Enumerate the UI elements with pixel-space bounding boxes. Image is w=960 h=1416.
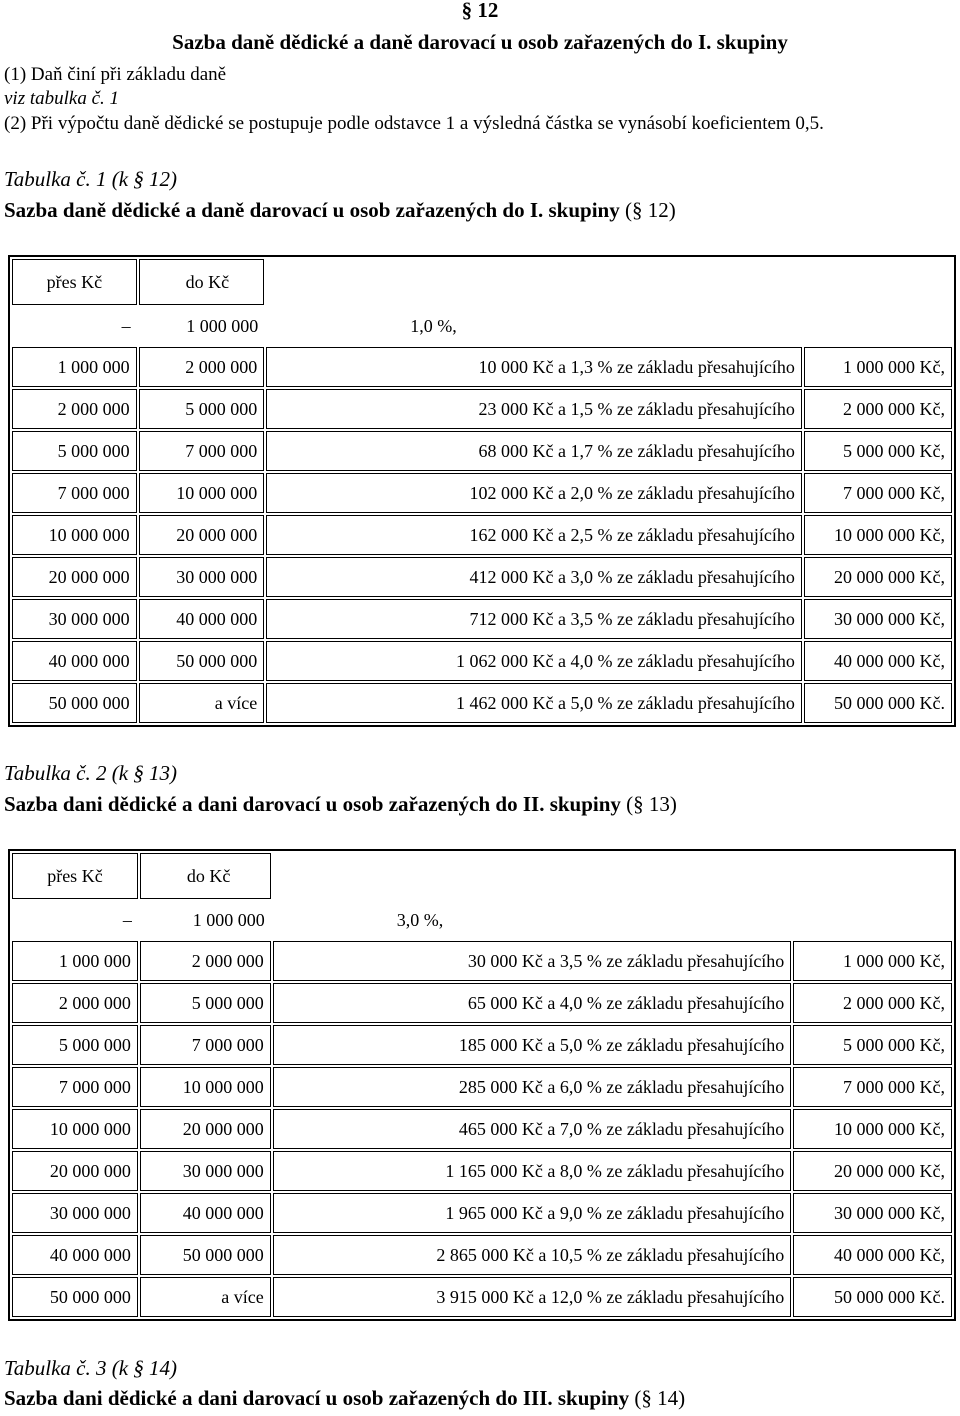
table-header-row xyxy=(12,853,952,899)
section-title: Sazba daně dědické a daně darovací u osob zařazených do I. skupiny xyxy=(172,30,788,54)
cell-rate: 68 000 Kč a 1,7 % ze základu přesahujícího xyxy=(266,431,802,471)
cell-rate: 23 000 Kč a 1,5 % ze základu přesahujícího xyxy=(266,389,802,429)
cell-rate: 162 000 Kč a 2,5 % ze základu přesahujícího xyxy=(266,515,802,555)
cell-from: 10 000 000 xyxy=(12,1109,138,1149)
cell-from: 2 000 000 xyxy=(12,389,137,429)
table-row xyxy=(12,557,952,597)
cell-over: 7 000 000 Kč, xyxy=(804,473,952,513)
cell-over: 1 000 000 Kč, xyxy=(793,941,952,981)
cell-rate: 465 000 Kč a 7,0 % ze základu přesahujícího xyxy=(273,1109,792,1149)
table-row xyxy=(12,431,952,471)
table1-label: Tabulka č. 1 (k § 12) xyxy=(4,167,178,191)
cell-from: 1 000 000 xyxy=(12,347,137,387)
cell-rate: 1 165 000 Kč a 8,0 % ze základu přesahujícího xyxy=(273,1151,792,1191)
cell-rate: 712 000 Kč a 3,5 % ze základu přesahujícího xyxy=(266,599,802,639)
table-row xyxy=(12,683,952,723)
cell-over: 50 000 000 Kč. xyxy=(793,1277,952,1317)
table-row xyxy=(12,307,952,345)
cell-over xyxy=(804,307,952,345)
table-row xyxy=(12,1235,952,1275)
cell-over: 40 000 000 Kč, xyxy=(804,641,952,681)
cell-to: 50 000 000 xyxy=(140,1235,271,1275)
table1-title-ref: (§ 12) xyxy=(619,198,676,222)
cell-to: 10 000 000 xyxy=(139,473,265,513)
tax-rate-table-1 xyxy=(8,255,956,727)
table-row xyxy=(12,1025,952,1065)
table-row xyxy=(12,1151,952,1191)
cell-over: 7 000 000 Kč, xyxy=(793,1067,952,1107)
cell-from: 20 000 000 xyxy=(12,1151,138,1191)
cell-to: 50 000 000 xyxy=(139,641,265,681)
cell-to: 30 000 000 xyxy=(139,557,265,597)
cell-rate: 1 965 000 Kč a 9,0 % ze základu přesahujícího xyxy=(273,1193,792,1233)
header-from: přes Kč xyxy=(12,853,138,899)
table-row xyxy=(12,941,952,981)
paragraph-1-reference: viz tabulka č. 1 xyxy=(4,88,120,109)
cell-to: 5 000 000 xyxy=(139,389,265,429)
table-row xyxy=(12,1109,952,1149)
cell-to: 2 000 000 xyxy=(139,347,265,387)
table-row xyxy=(12,515,952,555)
cell-from: 30 000 000 xyxy=(12,599,137,639)
table2-title xyxy=(4,790,677,818)
cell-to: 20 000 000 xyxy=(140,1109,271,1149)
header-from: přes Kč xyxy=(12,259,137,305)
table-row xyxy=(12,901,952,939)
cell-to: 1 000 000 xyxy=(186,315,259,336)
tax-rate-table-2 xyxy=(8,849,956,1321)
cell-from: – xyxy=(122,909,132,930)
cell-to: 7 000 000 xyxy=(139,431,265,471)
cell-over: 50 000 000 Kč. xyxy=(804,683,952,723)
cell-to: 20 000 000 xyxy=(139,515,265,555)
table3-title xyxy=(4,1384,685,1412)
cell-to: 40 000 000 xyxy=(139,599,265,639)
cell-to: 5 000 000 xyxy=(140,983,271,1023)
table-row xyxy=(12,983,952,1023)
cell-from: 7 000 000 xyxy=(12,1067,138,1107)
table3-label: Tabulka č. 3 (k § 14) xyxy=(4,1356,178,1380)
table-row xyxy=(12,389,952,429)
cell-from: – xyxy=(121,315,131,336)
table-row xyxy=(12,1193,952,1233)
cell-rate: 412 000 Kč a 3,0 % ze základu přesahujícího xyxy=(266,557,802,597)
table-row xyxy=(12,641,952,681)
cell-to: 1 000 000 xyxy=(192,909,265,930)
table-row xyxy=(12,1067,952,1107)
cell-to: 40 000 000 xyxy=(140,1193,271,1233)
cell-to: 7 000 000 xyxy=(140,1025,271,1065)
cell-from: 40 000 000 xyxy=(12,1235,138,1275)
cell-over: 20 000 000 Kč, xyxy=(793,1151,952,1191)
cell-over: 5 000 000 Kč, xyxy=(793,1025,952,1065)
table2-title-bold: Sazba dani dědické a dani darovací u osob zařazených do II. skupiny xyxy=(4,792,621,816)
cell-rate: 285 000 Kč a 6,0 % ze základu přesahujícího xyxy=(273,1067,792,1107)
cell-from: 50 000 000 xyxy=(12,683,137,723)
cell-to: a více xyxy=(139,683,265,723)
header-to: do Kč xyxy=(140,853,271,899)
cell-rate: 65 000 Kč a 4,0 % ze základu přesahujícího xyxy=(273,983,792,1023)
cell-over: 40 000 000 Kč, xyxy=(793,1235,952,1275)
cell-from: 40 000 000 xyxy=(12,641,137,681)
cell-from: 50 000 000 xyxy=(12,1277,138,1317)
cell-rate: 1,0 %, xyxy=(410,315,457,336)
table-row xyxy=(12,473,952,513)
section-number: § 12 xyxy=(461,0,499,22)
table2-label: Tabulka č. 2 (k § 13) xyxy=(4,761,178,785)
table2-title-ref: (§ 13) xyxy=(620,792,677,816)
cell-from: 30 000 000 xyxy=(12,1193,138,1233)
cell-from: 7 000 000 xyxy=(12,473,137,513)
header-to: do Kč xyxy=(139,259,265,305)
cell-over xyxy=(793,901,952,939)
header-empty xyxy=(266,259,952,305)
cell-rate: 1 062 000 Kč a 4,0 % ze základu přesahujícího xyxy=(266,641,802,681)
table-row xyxy=(12,347,952,387)
cell-rate: 102 000 Kč a 2,0 % ze základu přesahujícího xyxy=(266,473,802,513)
cell-from: 1 000 000 xyxy=(12,941,138,981)
cell-over: 30 000 000 Kč, xyxy=(793,1193,952,1233)
cell-over: 2 000 000 Kč, xyxy=(804,389,952,429)
cell-over: 5 000 000 Kč, xyxy=(804,431,952,471)
cell-from: 20 000 000 xyxy=(12,557,137,597)
cell-to: 2 000 000 xyxy=(140,941,271,981)
table-header-row xyxy=(12,259,952,305)
cell-from: 5 000 000 xyxy=(12,1025,138,1065)
table-row xyxy=(12,599,952,639)
cell-rate: 30 000 Kč a 3,5 % ze základu přesahujícího xyxy=(273,941,792,981)
cell-from: 10 000 000 xyxy=(12,515,137,555)
paragraph-2: (2) Při výpočtu daně dědické se postupuje podle odstavce 1 a výsledná částka se vynásobí koeficientem 0,5. xyxy=(4,113,824,134)
cell-to: a více xyxy=(140,1277,271,1317)
cell-rate: 185 000 Kč a 5,0 % ze základu přesahujícího xyxy=(273,1025,792,1065)
cell-rate: 1 462 000 Kč a 5,0 % ze základu přesahujícího xyxy=(266,683,802,723)
header-empty xyxy=(273,853,952,899)
cell-rate: 2 865 000 Kč a 10,5 % ze základu přesahujícího xyxy=(273,1235,792,1275)
cell-from: 2 000 000 xyxy=(12,983,138,1023)
paragraph-1: (1) Daň činí při základu daně xyxy=(4,64,227,85)
cell-to: 10 000 000 xyxy=(140,1067,271,1107)
cell-to: 30 000 000 xyxy=(140,1151,271,1191)
table1-title xyxy=(4,196,676,224)
cell-rate: 10 000 Kč a 1,3 % ze základu přesahujícího xyxy=(266,347,802,387)
cell-from: 5 000 000 xyxy=(12,431,137,471)
cell-over: 10 000 000 Kč, xyxy=(804,515,952,555)
cell-over: 10 000 000 Kč, xyxy=(793,1109,952,1149)
cell-over: 30 000 000 Kč, xyxy=(804,599,952,639)
cell-over: 1 000 000 Kč, xyxy=(804,347,952,387)
cell-over: 20 000 000 Kč, xyxy=(804,557,952,597)
table1-title-bold: Sazba daně dědické a daně darovací u osob zařazených do I. skupiny xyxy=(4,198,620,222)
cell-over: 2 000 000 Kč, xyxy=(793,983,952,1023)
table3-title-ref: (§ 14) xyxy=(629,1386,686,1410)
cell-rate: 3 915 000 Kč a 12,0 % ze základu přesahujícího xyxy=(273,1277,792,1317)
cell-rate: 3,0 %, xyxy=(396,909,444,930)
table-row xyxy=(12,1277,952,1317)
table3-title-bold: Sazba dani dědické a dani darovací u osob zařazených do III. skupiny xyxy=(4,1386,630,1410)
